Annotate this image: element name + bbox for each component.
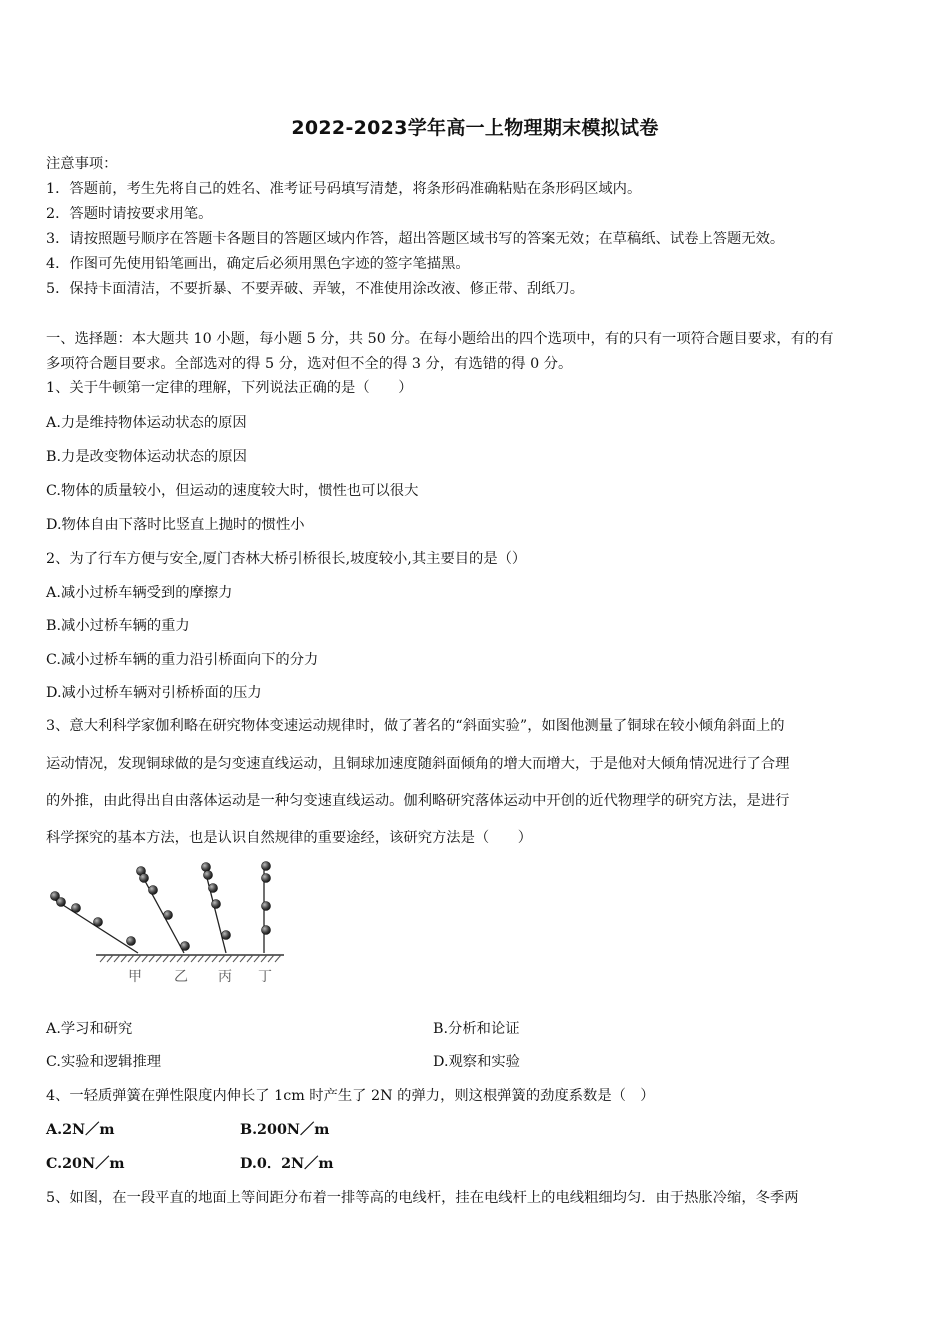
question-3-option-d: D.观察和实验 <box>433 1054 520 1070</box>
section-instructions: 多项符合题目要求。全部选对的得 5 分，选对但不全的得 3 分，有选错的得 0 分。 <box>46 356 573 372</box>
question-1-option-a: A.力是维持物体运动状态的原因 <box>46 415 247 431</box>
figure-label-ding: 丁 <box>258 969 272 985</box>
question-4-option-c: C.20N／m <box>46 1156 125 1172</box>
figure-label-jia: 甲 <box>128 969 142 985</box>
page-title: 2022-2023学年高一上物理期末模拟试卷 <box>291 117 659 139</box>
question-2-option-a: A.减小过桥车辆受到的摩擦力 <box>46 585 233 601</box>
question-4-option-b: B.200N／m <box>240 1122 330 1138</box>
question-4-option-a: A.2N／m <box>46 1122 115 1138</box>
question-5-stem: 5、如图，在一段平直的地面上等间距分布着一排等高的电线杆，挂在电线杆上的电线粗细均匀．由于热胀冷缩，冬季两 <box>46 1190 799 1206</box>
question-2-option-b: B.减小过桥车辆的重力 <box>46 618 190 634</box>
notice-item: 5．保持卡面清洁，不要折暴、不要弄破、弄皱，不准使用涂改液、修正带、刮纸刀。 <box>46 281 585 297</box>
notice-heading: 注意事项： <box>46 156 118 172</box>
figure-label-yi: 乙 <box>174 969 188 985</box>
question-3-option-b: B.分析和论证 <box>433 1021 520 1037</box>
question-3-stem: 运动情况，发现铜球做的是匀变速直线运动，且铜球加速度随斜面倾角的增大而增大，于是他对大倾角情况进行了合理 <box>46 756 790 772</box>
notice-item: 2．答题时请按要求用笔。 <box>46 206 213 222</box>
question-1-option-c: C.物体的质量较小，但运动的速度较大时，惯性也可以很大 <box>46 483 419 499</box>
question-1-stem: 1、关于牛顿第一定律的理解，下列说法正确的是（ ） <box>46 380 413 396</box>
question-3-stem: 的外推，由此得出自由落体运动是一种匀变速直线运动。伽利略研究落体运动中开创的近代物理学的研究方法，是进行 <box>46 793 790 809</box>
question-3-option-c: C.实验和逻辑推理 <box>46 1054 162 1070</box>
notice-item: 3．请按照题号顺序在答题卡各题目的答题区域内作答，超出答题区域书写的答案无效；在草稿纸、试卷上答题无效。 <box>46 231 785 247</box>
question-1-option-d: D.物体自由下落时比竖直上抛时的惯性小 <box>46 517 305 533</box>
notice-item: 4．作图可先使用铅笔画出，确定后必须用黑色字迹的签字笔描黑。 <box>46 256 470 272</box>
question-2-option-d: D.减小过桥车辆对引桥桥面的压力 <box>46 685 262 701</box>
question-2-stem: 2、为了行车方便与安全,厦门杏林大桥引桥很长,坡度较小,其主要目的是（） <box>46 551 527 567</box>
question-4-stem: 4、一轻质弹簧在弹性限度内伸长了 1cm 时产生了 2N 的弹力，则这根弹簧的劲度系数是（ ） <box>46 1088 655 1104</box>
notice-item: 1．答题前，考生先将自己的姓名、准考证号码填写清楚，将条形码准确粘贴在条形码区域内。 <box>46 181 642 197</box>
question-3-stem: 3、意大利科学家伽利略在研究物体变速运动规律时，做了著名的“斜面实验”，如图他测量了铜球在较小倾角斜面上的 <box>46 718 785 734</box>
figure-label-bing: 丙 <box>218 969 232 985</box>
question-1-option-b: B.力是改变物体运动状态的原因 <box>46 449 247 465</box>
section-instructions: 一、选择题：本大题共 10 小题，每小题 5 分，共 50 分。在每小题给出的四个选项中，有的只有一项符合题目要求，有的有 <box>46 331 834 347</box>
incline-experiment-figure <box>46 858 296 988</box>
question-3-stem: 科学探究的基本方法，也是认识自然规律的重要途经，该研究方法是（ ） <box>46 830 533 846</box>
question-4-option-d: D.0．2N／m <box>240 1156 334 1172</box>
question-3-option-a: A.学习和研究 <box>46 1021 133 1037</box>
question-2-option-c: C.减小过桥车辆的重力沿引桥面向下的分力 <box>46 652 319 668</box>
